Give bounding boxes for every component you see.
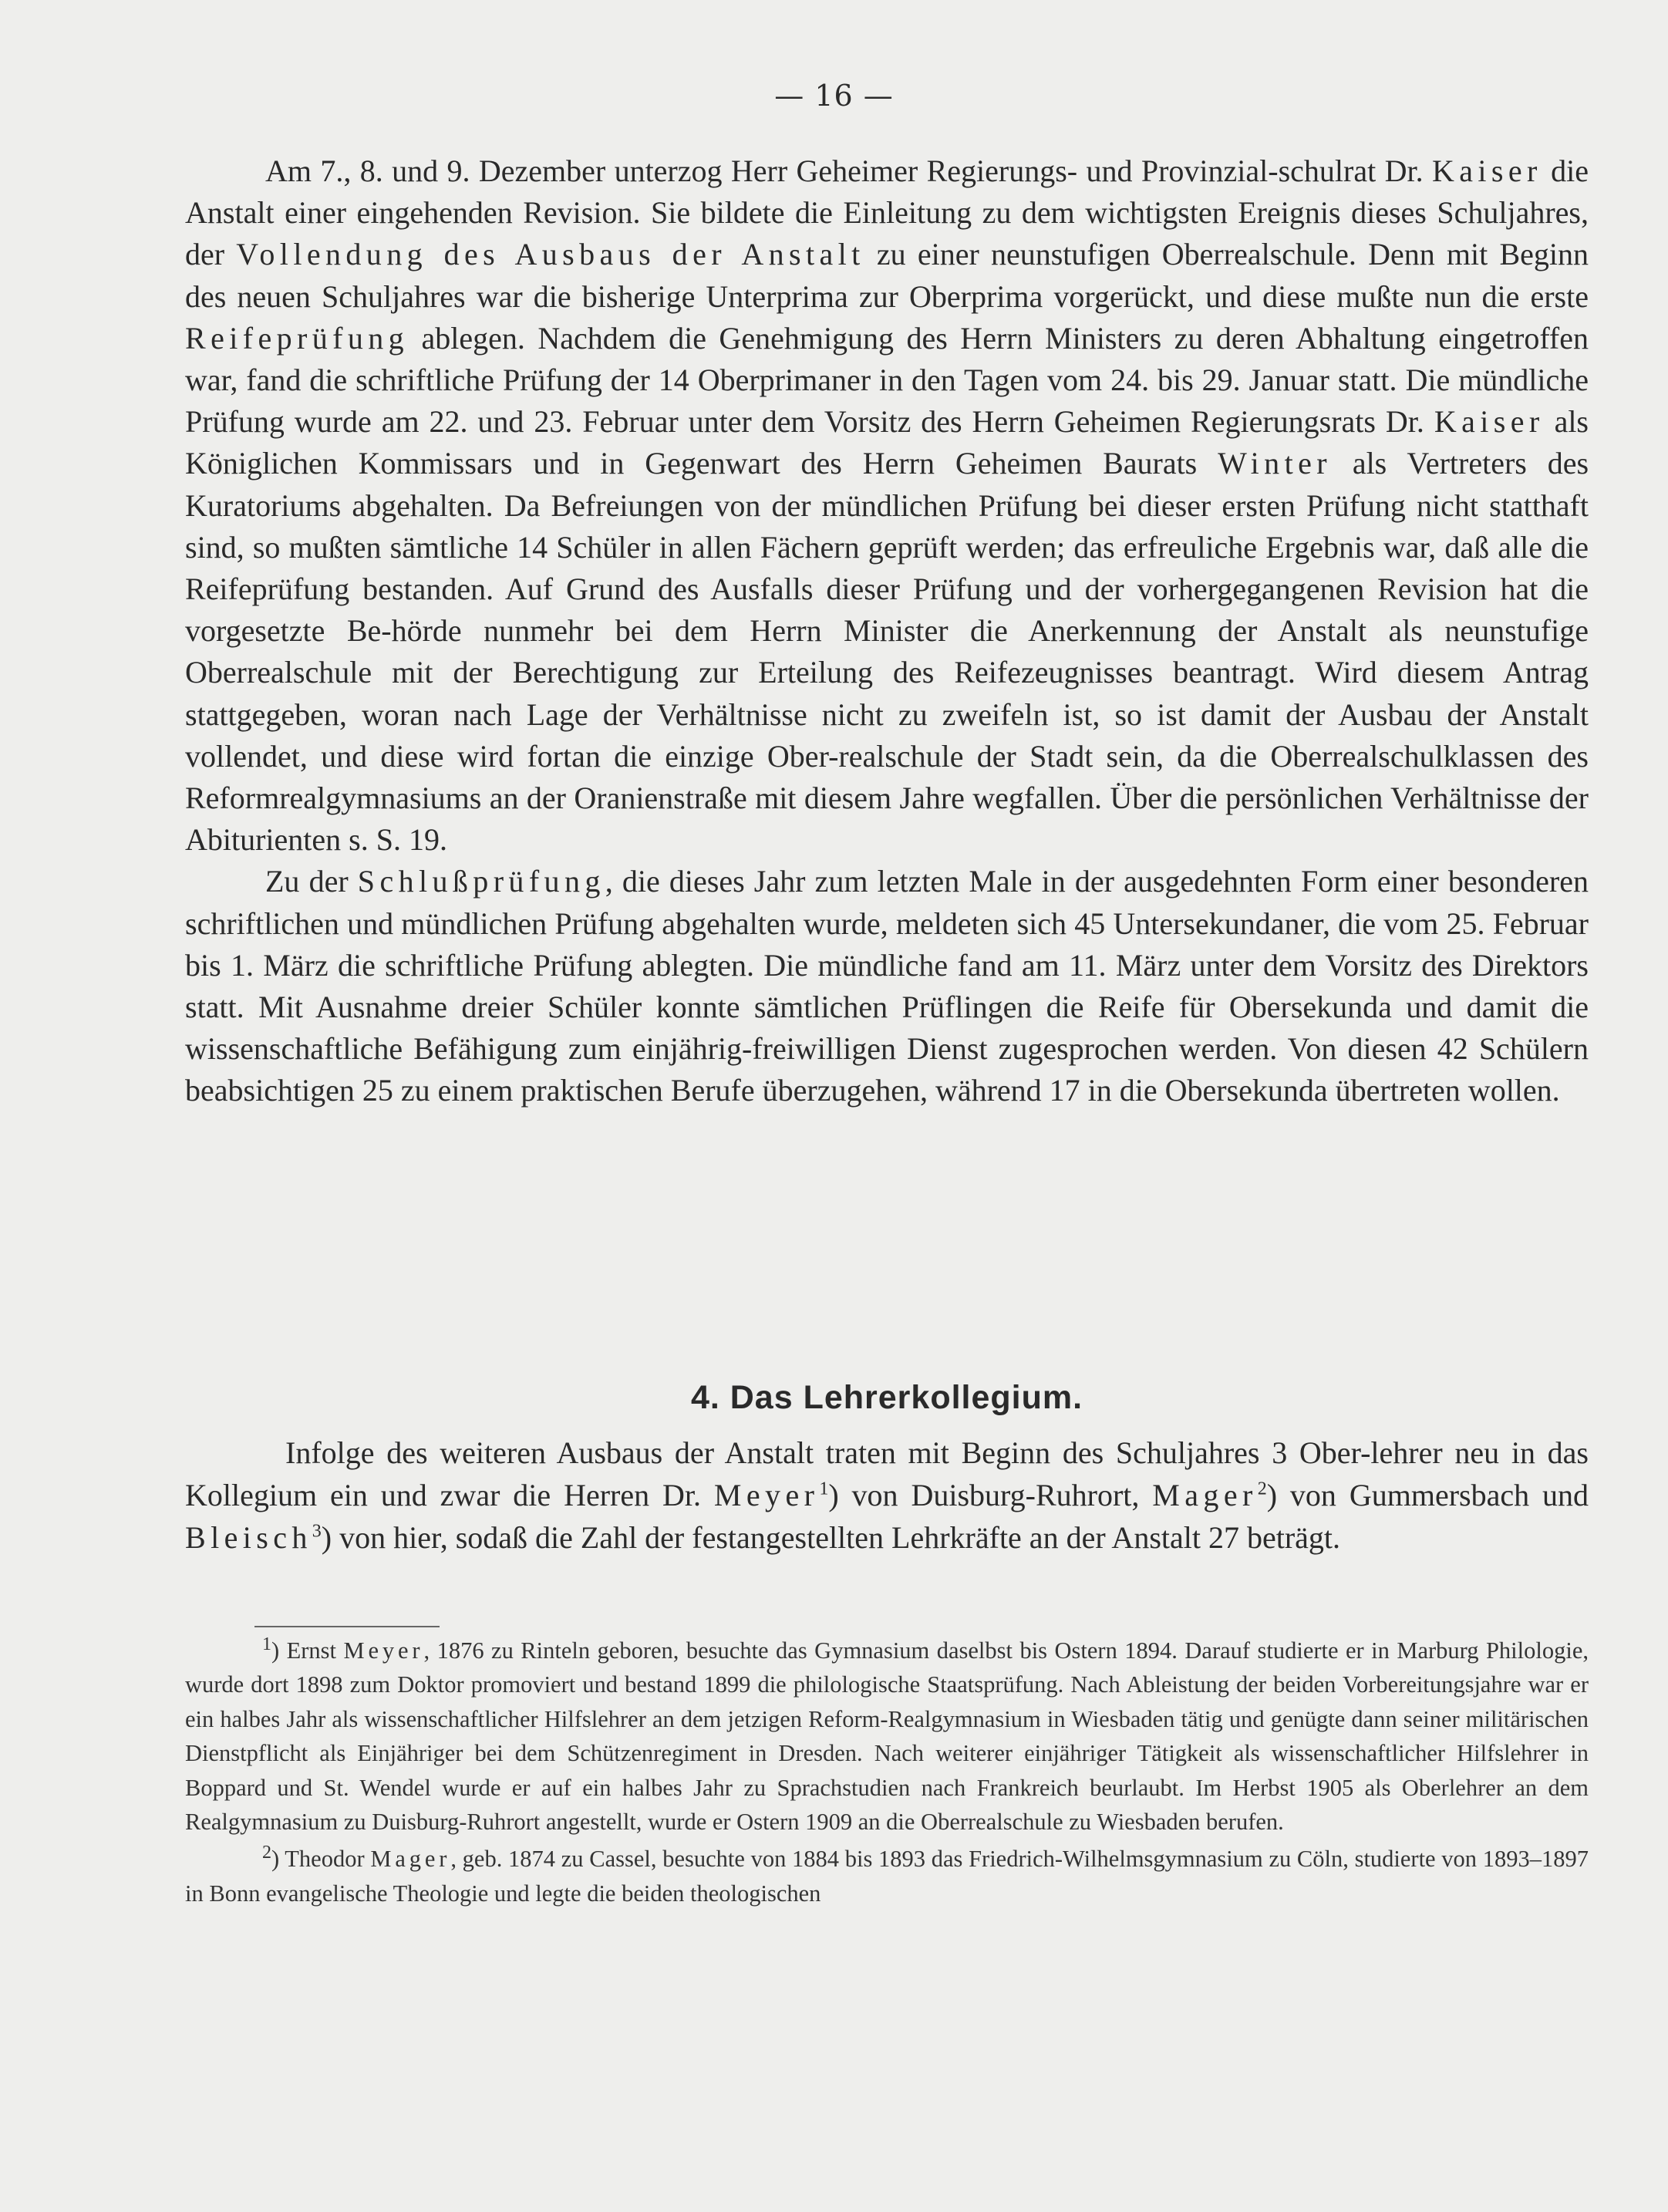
spaced-name-mager: Mager: [1152, 1478, 1258, 1512]
footnote-spaced-meyer: Meyer: [343, 1637, 424, 1664]
footnote-2: $^2$) Theodor Mager, geb. 1874 zu Cassel, besuchte von 1884 bis 1893 das Friedrich-Wilhelmsgymnasium zu Cöln, studierte von 1893–1897 in Bonn evangelische Theologie und legte die beiden theologischen: [185, 1843, 1589, 1907]
footnote-mark-1: 1: [262, 1634, 271, 1654]
footnote-spaced-mager: Mager: [370, 1846, 451, 1873]
spaced-phrase-reifepruefung: Reifeprüfung: [185, 320, 409, 356]
spaced-phrase-schlusspruefung: Schlußprüfung: [357, 864, 605, 899]
footnote-separator: [254, 1626, 440, 1627]
footnote-1: $^1$) Ernst Meyer, 1876 zu Rinteln geboren, besuchte das Gymnasium daselbst bis Ostern 1894. Darauf studierte er in Marburg Philologie, wurde dort 1898 zum Doktor promoviert und bestand 1899 die philologische Staatsprüfung. Nach Ableistung der beiden Vorbereitungsjahre war er ein halbes Jahr als wissenschaftlicher Hilfslehrer an dem jetzigen Reform-Realgymnasium in Wiesbaden tätig und genügte dann seiner militärischen Dienstpflicht als Einjähriger bei dem Schützenregiment in Dresden. Nach weiterer einjähriger Tätigkeit als wissenschaftlicher Hilfslehrer in Boppard und St. Wendel wurde er auf ein halbes Jahr zu Sprachstudien nach Frankreich beurlaubt. Im Herbst 1905 als Oberlehrer an dem Realgymnasium zu Duisburg-Ruhrort angestellt, wurde er Ostern 1909 an die Oberrealschule zu Wiesbaden berufen.: [185, 1634, 1589, 1836]
spaced-name-kaiser-2: Kaiser: [1434, 404, 1545, 440]
paragraph-schlusspruefung: Zu der Schlußprüfung, die dieses Jahr zum letzten Male in der ausgedehnten Form einer besonderen schriftlichen und mündlichen Prüfung abgehalten wurde, meldeten sich 45 Untersekundaner, die vom 25. Februar bis 1. März die schriftliche Prüfung ablegten. Die mündliche fand am 11. März unter dem Vorsitz des Direktors statt. Mit Ausnahme dreier Schüler konnte sämtlichen Prüflingen die Reife für Obersekunda und damit die wissenschaftliche Befähigung zum einjährig-freiwilligen Dienst zugesprochen werden. Von diesen 42 Schülern beabsichtigen 25 zu einem praktischen Berufe überzugehen, während 17 in die Obersekunda übertreten wollen.: [185, 864, 1589, 1108]
footnote-mark-2: 2: [262, 1843, 271, 1863]
spaced-name-winter: Winter: [1218, 446, 1332, 481]
spaced-name-meyer: Meyer: [713, 1478, 820, 1512]
spaced-name-kaiser: Kaiser: [1431, 153, 1542, 188]
footnote-ref-2: 2: [1257, 1479, 1267, 1499]
spaced-phrase-vollendung: Vollendung des Ausbaus der Anstalt: [236, 237, 865, 272]
section-heading: 4. Das Lehrerkollegium.: [690, 1379, 1083, 1416]
footnote-ref-1: 1: [819, 1479, 829, 1499]
paragraph-lehrerkollegium: Infolge des weiteren Ausbaus der Anstalt traten mit Beginn des Schuljahres 3 Ober-lehrer neu in das Kollegium ein und zwar die Herren Dr. Meyer$^1$) von Duisburg-Ruhrort, Mager$^2$) von Gummersbach und Bleisch$^3$) von hier, sodaß die Zahl der festangestellten Lehrkräfte an der Anstalt 27 beträgt.: [185, 1435, 1589, 1555]
page-number: — 16 —: [774, 79, 894, 113]
spaced-name-bleisch: Bleisch: [185, 1520, 312, 1555]
paragraph-revision: Am 7., 8. und 9. Dezember unterzog Herr Geheimer Regierungs- und Provinzial-schulrat Dr. Kaiser die Anstalt einer eingehenden Revision. Sie bildete die Einleitung zu dem wichtigsten Ereignis dieses Schuljahres, der Vollendung des Ausbaus der Anstalt zu einer neunstufigen Oberrealschule. Denn mit Beginn des neuen Schuljahres war die bisherige Unterprima zur Oberprima vorgerückt, und diese mußte nun die erste Reifeprüfung ablegen. Nachdem die Genehmigung des Herrn Ministers zu deren Abhaltung eingetroffen war, fand die schriftliche Prüfung der 14 Oberprimaner in den Tagen vom 24. bis 29. Januar statt. Die mündliche Prüfung wurde am 22. und 23. Februar unter dem Vorsitz des Herrn Geheimen Regierungsrats Dr. Kaiser als Königlichen Kommissars und in Gegenwart des Herrn Geheimen Baurats Winter als Vertreters des Kuratoriums abgehalten. Da Befreiungen von der mündlichen Prüfung bei dieser ersten Prüfung nicht statthaft sind, so mußten sämtliche 14 Schüler in allen Fächern geprüft werden; das erfreuliche Ergebnis war, daß alle die Reifeprüfung bestanden. Auf Grund des Ausfalls dieser Prüfung und der vorhergegangenen Revision hat die vorgesetzte Be-hörde nunmehr bei dem Herrn Minister die Anerkennung der Anstalt als neunstufige Oberrealschule mit der Berechtigung zur Erteilung des Reifezeugnisses beantragt. Wird diesem Antrag stattgegeben, woran nach Lage der Verhältnisse nicht zu zweifeln ist, so ist damit der Ausbau der Anstalt vollendet, und diese wird fortan die einzige Ober-realschule der Stadt sein, da die Oberrealschulklassen des Reformrealgymnasiums an der Oranienstraße mit diesem Jahre wegfallen. Über die persönlichen Verhältnisse der Abiturienten s. S. 19.: [185, 153, 1589, 858]
footnote-ref-3: 3: [312, 1521, 322, 1542]
section-text: [185, 1431, 1589, 1559]
body-text: [185, 150, 1589, 1112]
footnotes: [185, 1634, 1589, 1910]
